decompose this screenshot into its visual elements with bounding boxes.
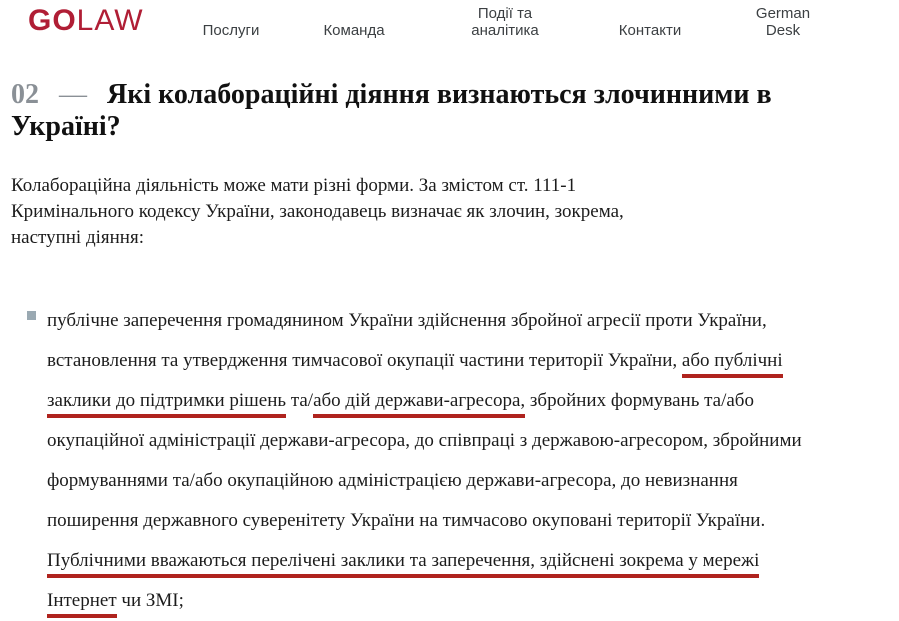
nav-item-line: аналітика [471, 22, 539, 39]
nav-item-line: Desk [765, 22, 801, 39]
nav-item-services[interactable] [203, 22, 260, 39]
nav-item-events-analytics[interactable] [471, 5, 539, 39]
intro-paragraph [11, 173, 879, 251]
red-underlined-text: або публічні [682, 350, 783, 378]
nav-item-line: Події та [477, 5, 533, 22]
article-content [0, 79, 899, 621]
nav-item-german-desk[interactable] [756, 5, 810, 39]
section-number: 02 [11, 79, 39, 110]
nav-item-line: Послуги [202, 22, 260, 39]
bullet-text-line [47, 541, 879, 581]
bullet-text [47, 301, 879, 621]
heading-text: Які колабораційні діяння визнаються злочинними в [107, 79, 772, 110]
section-heading [11, 79, 879, 143]
text-segment: збройних формувань та/або [525, 390, 754, 411]
site-header [0, 0, 899, 55]
bullet-text-line [47, 501, 879, 541]
red-underlined-text: Інтернет [47, 590, 117, 618]
red-underlined-text: Публічними вважаються перелічені заклики та заперечення, здійснені зокрема у мережі [47, 550, 759, 578]
text-segment: чи ЗМІ; [116, 590, 184, 611]
nav-item-line: Контакти [618, 22, 682, 39]
text-segment: формуваннями та/або окупаційною адміністрацією держави-агресора, до невизнання [47, 470, 738, 491]
intro-line: Колабораційна діяльність може мати різні форми. За змістом ст. 111-1 [11, 175, 577, 196]
bullet-text-line [47, 301, 879, 341]
nav-item-contacts[interactable] [619, 22, 681, 39]
bullet-text-line [47, 421, 879, 461]
golaw-logo[interactable] [28, 4, 144, 38]
text-segment: поширення державного суверенітету України на тимчасово окуповані території України. [47, 510, 766, 531]
text-segment: публічне заперечення громадянином України здійснення збройної агресії проти України, [47, 310, 767, 331]
red-underlined-text: або дій держави-агресора, [313, 390, 525, 418]
text-segment: та/ [286, 390, 314, 411]
nav-item-team[interactable] [323, 22, 384, 39]
bullet-text-line [47, 581, 879, 621]
intro-line: наступні діяння: [11, 227, 144, 248]
bullet-text-line [47, 341, 879, 381]
bullet-text-line [47, 461, 879, 501]
red-underlined-text: заклики до підтримки рішень [47, 390, 286, 418]
heading-line: Україні? [11, 111, 121, 142]
nav-item-line: Команда [323, 22, 385, 39]
heading-line [11, 79, 879, 111]
heading-dash: — [59, 79, 87, 110]
text-segment: встановлення та утвердження тимчасової окупації частини території України, [47, 350, 682, 371]
bullet-text-line [47, 381, 879, 421]
list-item [11, 301, 879, 621]
intro-line: Кримінального кодексу України, законодавець визначає як злочин, зокрема, [11, 201, 624, 222]
logo-go-text: GO [28, 4, 77, 37]
nav-item-line: German [755, 5, 811, 22]
text-segment: окупаційної адміністрації держави-агресора, до співпраці з державою-агресором, збройними [47, 430, 802, 451]
bullet-marker [27, 311, 36, 320]
logo-law-text: LAW [76, 4, 144, 37]
